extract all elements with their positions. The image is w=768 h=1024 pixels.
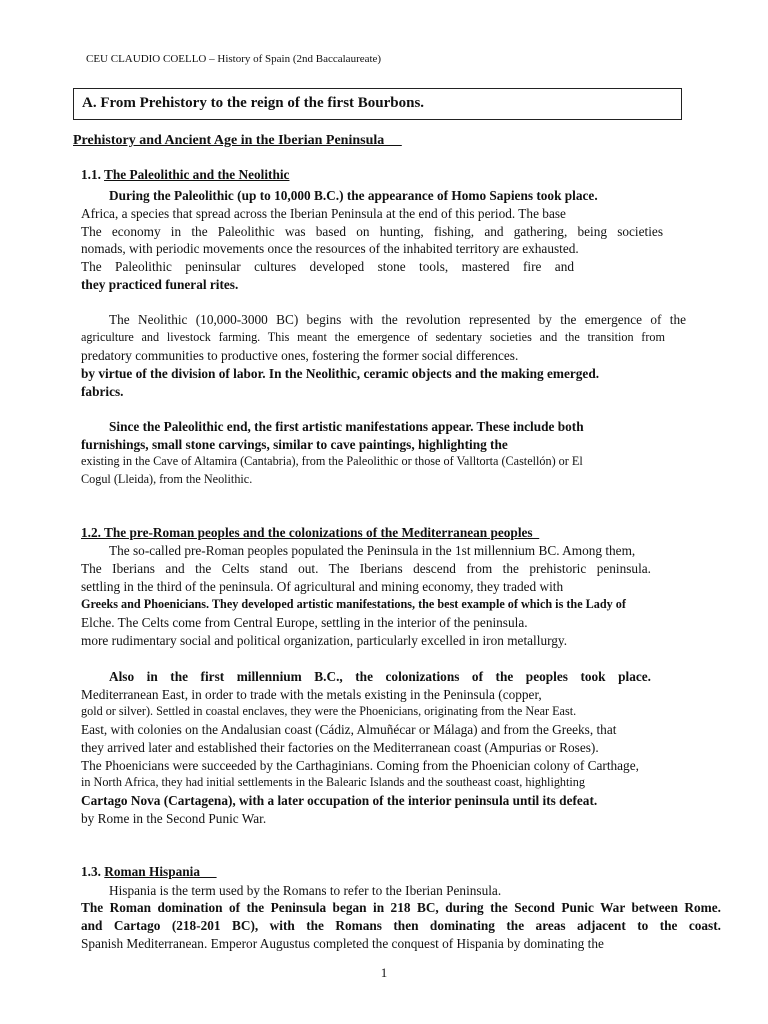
subsection-number-3: 1.3.: [81, 864, 101, 879]
paragraph-line: and Cartago (218-201 BC), with the Romans then dominating the areas adjacent to the coast.: [81, 918, 721, 933]
paragraph-line: more rudimentary social and political organization, particularly excelled in iron metallurgy.: [81, 633, 568, 648]
paragraph-line: existing in the Cave of Altamira (Cantabria), from the Paleolithic or those of Valltorta (Castellón) or El: [81, 454, 583, 468]
subsection-title-2: 1.2. The pre-Roman peoples and the colonizations of the Mediterranean peoples: [81, 525, 540, 540]
subsection-heading-3: [81, 864, 217, 880]
page-number: 1: [380, 965, 388, 980]
subsection-heading-2: [81, 525, 539, 541]
paragraph-line: they arrived later and established their factories on the Mediterranean coast (Ampurias or Roses).: [81, 740, 599, 755]
paragraph-line: The Iberians and the Celts stand out. The Iberians descend from the prehistoric peninsula.: [81, 561, 651, 576]
paragraph-line: Cartago Nova (Cartagena), with a later occupation of the interior peninsula until its defeat.: [81, 793, 598, 808]
paragraph-line: During the Paleolithic (up to 10,000 B.C.) the appearance of Homo Sapiens took place.: [109, 188, 598, 203]
paragraph-line: Mediterranean East, in order to trade with the metals existing in the Peninsula (copper,: [81, 687, 542, 702]
paragraph-line: gold or silver). Settled in coastal enclaves, they were the Phoenicians, originating from the Near East.: [81, 704, 577, 718]
chapter-title-box: [73, 88, 682, 120]
paragraph-line: agriculture and livestock farming. This meant the emergence of sedentary societies and the transition from: [81, 330, 665, 344]
paragraph-line: fabrics.: [81, 384, 124, 399]
paragraph-line: Also in the first millennium B.C., the colonizations of the peoples took place.: [109, 669, 651, 684]
paragraph-line: furnishings, small stone carvings, similar to cave paintings, highlighting the: [81, 437, 508, 452]
section-heading: Prehistory and Ancient Age in the Iberian Peninsula: [73, 133, 402, 148]
subsection-heading-1: [81, 167, 289, 183]
paragraph-line: The so-called pre-Roman peoples populated the Peninsula in the 1st millennium BC. Among them,: [109, 543, 636, 558]
paragraph-line: Since the Paleolithic end, the first artistic manifestations appear. These include both: [109, 419, 584, 434]
paragraph-line: East, with colonies on the Andalusian coast (Cádiz, Almuñécar or Málaga) and from the Greeks, that: [81, 722, 617, 737]
paragraph-line: Elche. The Celts come from Central Europe, settling in the interior of the peninsula.: [81, 615, 528, 630]
paragraph-line: Hispania is the term used by the Romans to refer to the Iberian Peninsula.: [109, 883, 502, 898]
paragraph-line: The Paleolithic peninsular cultures developed stone tools, mastered fire and: [81, 259, 574, 274]
paragraph-line: Greeks and Phoenicians. They developed artistic manifestations, the best example of which is the Lady of: [81, 597, 626, 611]
paragraph-line: The Roman domination of the Peninsula began in 218 BC, during the Second Punic War between Rome.: [81, 900, 721, 915]
paragraph-line: The Neolithic (10,000-3000 BC) begins with the revolution represented by the emergence of the: [109, 312, 686, 327]
paragraph-line: The economy in the Paleolithic was based on hunting, fishing, and gathering, being societies: [81, 224, 663, 239]
paragraph-line: Cogul (Lleida), from the Neolithic.: [81, 472, 253, 486]
document-header: CEU CLAUDIO COELLO – History of Spain (2nd Baccalaureate): [86, 53, 382, 65]
paragraph-line: predatory communities to productive ones, fostering the former social differences.: [81, 348, 519, 363]
paragraph-line: The Phoenicians were succeeded by the Carthaginians. Coming from the Phoenician colony of Carthage,: [81, 758, 639, 773]
paragraph-line: they practiced funeral rites.: [81, 277, 239, 292]
subsection-number-1: 1.1.: [81, 167, 101, 182]
paragraph-line: by Rome in the Second Punic War.: [81, 811, 267, 826]
paragraph-line: by virtue of the division of labor. In the Neolithic, ceramic objects and the making emerged.: [81, 366, 600, 381]
paragraph-line: in North Africa, they had initial settlements in the Balearic Islands and the southeast coast, highlighting: [81, 775, 585, 789]
paragraph-line: Spanish Mediterranean. Emperor Augustus completed the conquest of Hispania by dominating the: [81, 936, 604, 951]
paragraph-line: settling in the third of the peninsula. Of agricultural and mining economy, they traded with: [81, 579, 564, 594]
paragraph-line: Africa, a species that spread across the Iberian Peninsula at the end of this period. The base: [81, 206, 566, 221]
chapter-title: A. From Prehistory to the reign of the first Bourbons.: [82, 95, 425, 111]
paragraph-line: nomads, with periodic movements once the resources of the inhabited territory are exhausted.: [81, 241, 579, 256]
subsection-title-1: The Paleolithic and the Neolithic: [104, 167, 290, 182]
subsection-title-3: Roman Hispania: [104, 864, 217, 879]
